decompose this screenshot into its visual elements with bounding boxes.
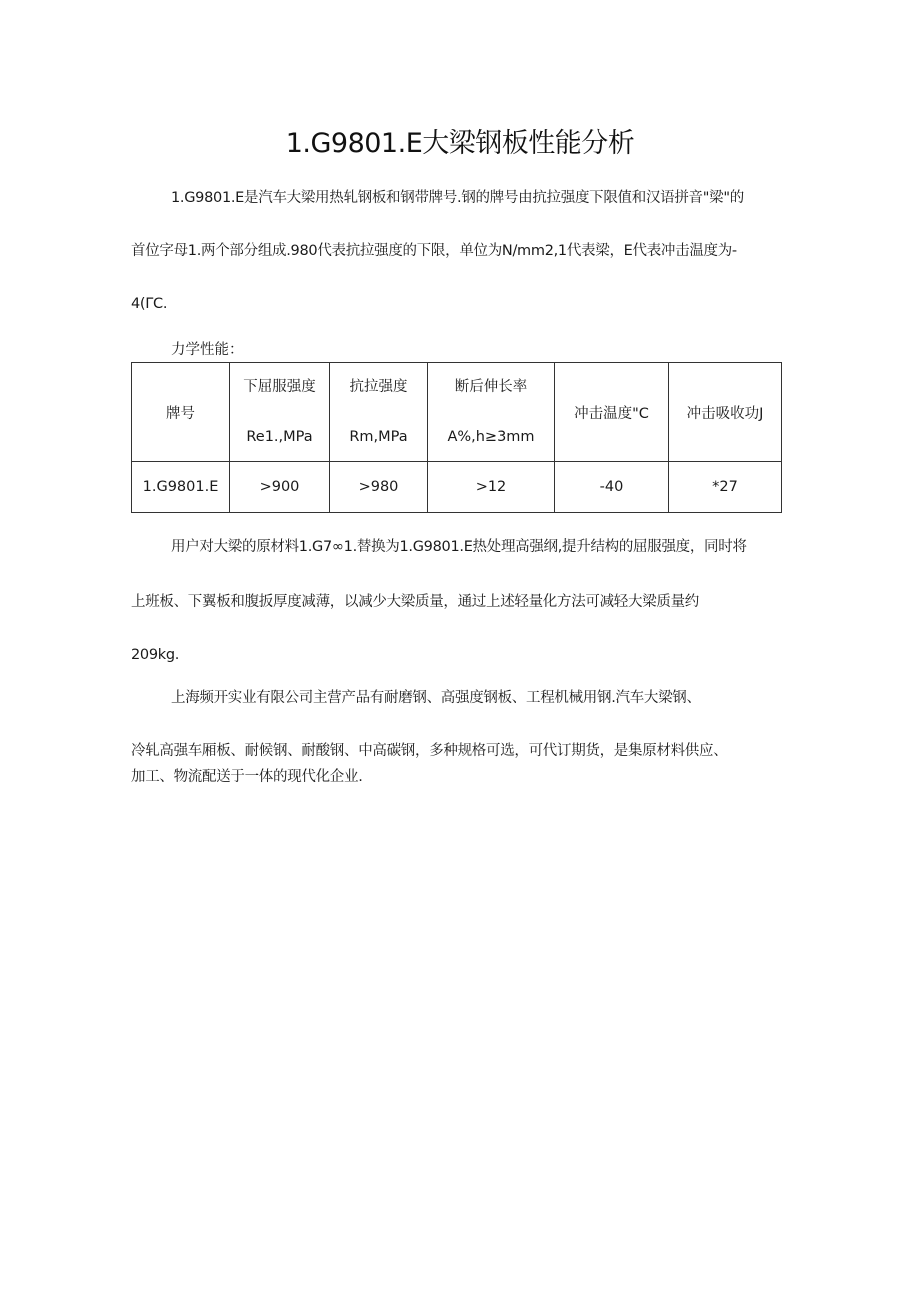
intro-line: 1.G9801.E是汽车大梁用热轧钢板和钢带牌号.钢的牌号由抗拉强度下限值和汉语拼音"梁"的: [171, 190, 744, 206]
table-row: [132, 462, 782, 513]
usage-line: 上班板、下翼板和腹扳厚度减薄，以减少大梁质量，通过上述轻量化方法可减轻大梁质量约: [131, 594, 699, 610]
cell-impact-temperature: -40: [555, 462, 669, 513]
header-impact-energy: [669, 363, 782, 462]
header-elongation-title: 断后伸长率: [454, 379, 528, 395]
company-line: 加工、物流配送于一体的现代化企业.: [131, 769, 363, 785]
mechanical-properties-table: [131, 362, 782, 513]
cell-yield-strength: >900: [230, 462, 330, 513]
header-yield-strength: [230, 363, 330, 462]
usage-line: 209kg.: [131, 647, 180, 663]
header-grade-label: 牌号: [166, 405, 195, 422]
company-line: 上海频开实业有限公司主营产品有耐磨钢、高强度钢板、工程机械用钢.汽车大梁钢、: [171, 690, 701, 706]
header-yield-strength-title: 下屈服强度: [243, 379, 316, 395]
cell-tensile-strength: >980: [330, 462, 428, 513]
header-tensile-strength-title: 抗拉强度: [349, 379, 408, 395]
intro-line: 首位字母1.两个部分组成.980代表抗拉强度的下限，单位为N∕mm2,1代表梁，E代表冲击温度为-: [131, 243, 737, 259]
header-tensile-strength-unit: Rm,MPa: [349, 429, 408, 445]
header-impact-energy-label: 冲击吸收功J: [686, 405, 764, 422]
company-paragraph: [131, 688, 791, 787]
page-title: 1.G9801.E大梁钢板性能分析: [285, 128, 635, 159]
header-tensile-strength: [330, 363, 428, 462]
usage-paragraph: [131, 537, 791, 665]
header-elongation-unit: A%,h≥3mm: [447, 429, 535, 445]
cell-grade: 1.G9801.E: [132, 462, 230, 513]
header-impact-temperature-label: 冲击温度"C: [574, 405, 649, 422]
intro-line: 4(ΓC.: [131, 296, 168, 312]
header-elongation: [428, 363, 555, 462]
header-yield-strength-unit: Re1.,MPa: [246, 429, 313, 445]
mechanical-properties-label: 力学性能：: [171, 342, 244, 358]
intro-paragraph: [131, 188, 791, 314]
table-header-row: [132, 363, 782, 462]
header-grade: [132, 363, 230, 462]
header-impact-temperature: [555, 363, 669, 462]
usage-line: 用户对大梁的原材料1.G7∞1.替换为1.G9801.E热处理高强纲,提升结构的屈服强度，同时将: [171, 539, 747, 555]
cell-elongation: >12: [428, 462, 555, 513]
cell-impact-energy: *27: [669, 462, 782, 513]
company-line: 冷轧高强车厢板、耐候钢、耐酸钢、中高碳钢，多种规格可选，可代订期货，是集原材料供应、: [131, 743, 728, 759]
